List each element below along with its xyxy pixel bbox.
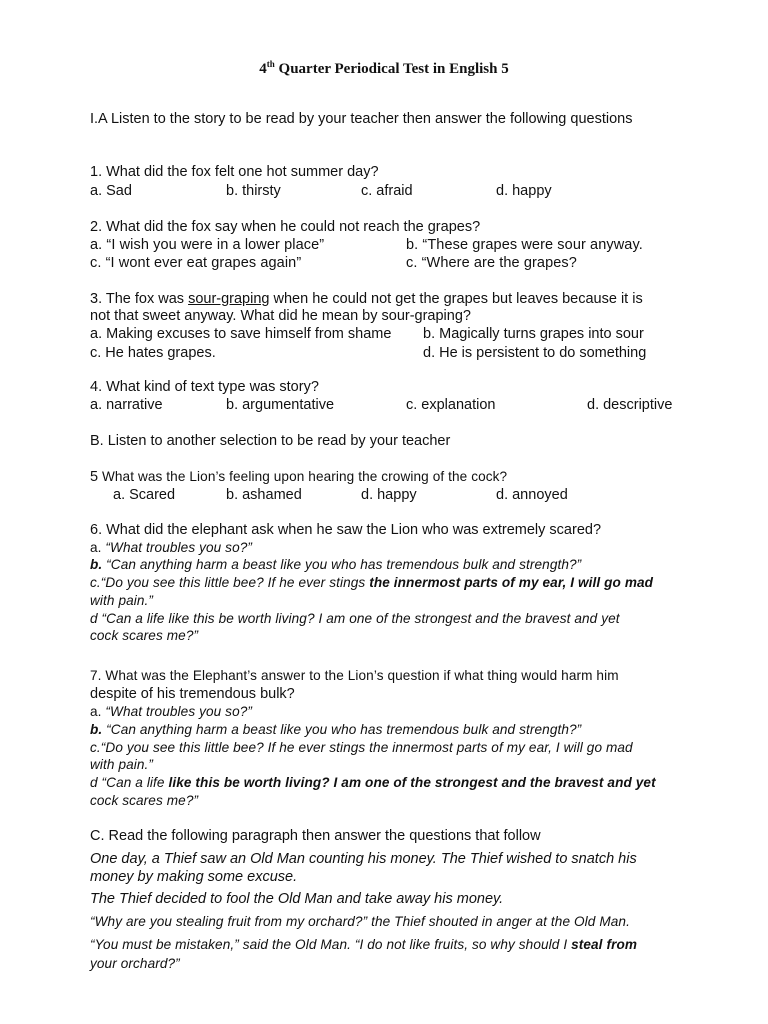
q7-option-c-line-2: with pain.” bbox=[90, 757, 154, 772]
question-5: 5 What was the Lion’s feeling upon hearing the crowing of the cock? bbox=[90, 469, 508, 485]
question-4: 4. What kind of text type was story? bbox=[90, 379, 319, 395]
q3-option-d: d. He is persistent to do something bbox=[423, 345, 647, 361]
q7-option-d-line-1: d “Can a life like this be worth living? I am one of the strongest and the bravest and yet bbox=[90, 775, 656, 790]
q6-option-a: a. “What troubles you so?” bbox=[90, 540, 253, 555]
question-7-line-1: 7. What was the Elephant’s answer to the Lion’s question if what thing would harm him bbox=[90, 668, 619, 683]
q2-option-b: b. “These grapes were sour anyway. bbox=[406, 237, 643, 253]
q3-option-b: b. Magically turns grapes into sour bbox=[423, 326, 644, 342]
q1-option-c: c. afraid bbox=[361, 183, 413, 199]
q7-option-b: b. “Can anything harm a beast like you who has tremendous bulk and strength?” bbox=[90, 722, 582, 737]
paragraph-line-1: One day, a Thief saw an Old Man counting his money. The Thief wished to snatch his bbox=[90, 851, 637, 867]
question-1: 1. What did the fox felt one hot summer day? bbox=[90, 164, 379, 180]
q5-option-d: d. annoyed bbox=[496, 487, 568, 503]
q3-option-c: c. He hates grapes. bbox=[90, 345, 216, 361]
q2-option-c: c. “I wont ever eat grapes again” bbox=[90, 255, 302, 271]
q5-option-c: d. happy bbox=[361, 487, 417, 503]
q7-option-a: a. “What troubles you so?” bbox=[90, 704, 253, 719]
section-a-instruction: I.A Listen to the story to be read by your teacher then answer the following questions bbox=[90, 111, 633, 127]
q2-option-a: a. “I wish you were in a lower place” bbox=[90, 237, 325, 253]
question-3-line-2: not that sweet anyway. What did he mean by sour-graping? bbox=[90, 308, 471, 324]
section-b-instruction: B. Listen to another selection to be read by your teacher bbox=[90, 433, 451, 449]
paragraph-line-5: “You must be mistaken,” said the Old Man. “I do not like fruits, so why should I steal from bbox=[90, 937, 638, 952]
q3-option-a: a. Making excuses to save himself from shame bbox=[90, 326, 392, 342]
question-6: 6. What did the elephant ask when he saw the Lion who was extremely scared? bbox=[90, 522, 602, 538]
paragraph-line-2: money by making some excuse. bbox=[90, 869, 298, 885]
q6-option-c-line-1: c.“Do you see this little bee? If he ever stings the innermost parts of my ear, I will go mad bbox=[90, 575, 654, 590]
q6-option-d-line-2: cock scares me?” bbox=[90, 628, 199, 643]
paragraph-line-6: your orchard?” bbox=[90, 956, 180, 971]
q1-option-d: d. happy bbox=[496, 183, 552, 199]
q7-option-d-line-2: cock scares me?” bbox=[90, 793, 199, 808]
paragraph-line-3: The Thief decided to fool the Old Man and take away his money. bbox=[90, 891, 504, 907]
q5-option-b: b. ashamed bbox=[226, 487, 302, 503]
q4-option-d: d. descriptive bbox=[587, 397, 673, 413]
q6-option-d-line-1: d “Can a life like this be worth living? I am one of the strongest and the bravest and yet bbox=[90, 611, 620, 626]
q6-option-b: b. “Can anything harm a beast like you who has tremendous bulk and strength?” bbox=[90, 557, 582, 572]
question-7-line-2: despite of his tremendous bulk? bbox=[90, 686, 295, 702]
q1-option-a: a. Sad bbox=[90, 183, 132, 199]
q5-option-a: a. Scared bbox=[113, 487, 176, 503]
page-title: 4th Quarter Periodical Test in English 5 bbox=[259, 59, 509, 77]
paragraph-line-4: “Why are you stealing fruit from my orchard?” the Thief shouted in anger at the Old Man. bbox=[90, 914, 630, 929]
q6-option-c-line-2: with pain.” bbox=[90, 593, 154, 608]
q7-option-c-line-1: c.“Do you see this little bee? If he ever stings the innermost parts of my ear, I will go mad bbox=[90, 740, 633, 755]
q4-option-c: c. explanation bbox=[406, 397, 496, 413]
section-c-instruction: C. Read the following paragraph then answer the questions that follow bbox=[90, 828, 541, 844]
q4-option-a: a. narrative bbox=[90, 397, 163, 413]
q1-option-b: b. thirsty bbox=[226, 183, 281, 199]
question-3-line-1: 3. The fox was sour-graping when he could not get the grapes but leaves because it is bbox=[90, 291, 643, 307]
q2-option-d: c. “Where are the grapes? bbox=[406, 255, 577, 271]
question-2: 2. What did the fox say when he could not reach the grapes? bbox=[90, 219, 481, 235]
q4-option-b: b. argumentative bbox=[226, 397, 335, 413]
